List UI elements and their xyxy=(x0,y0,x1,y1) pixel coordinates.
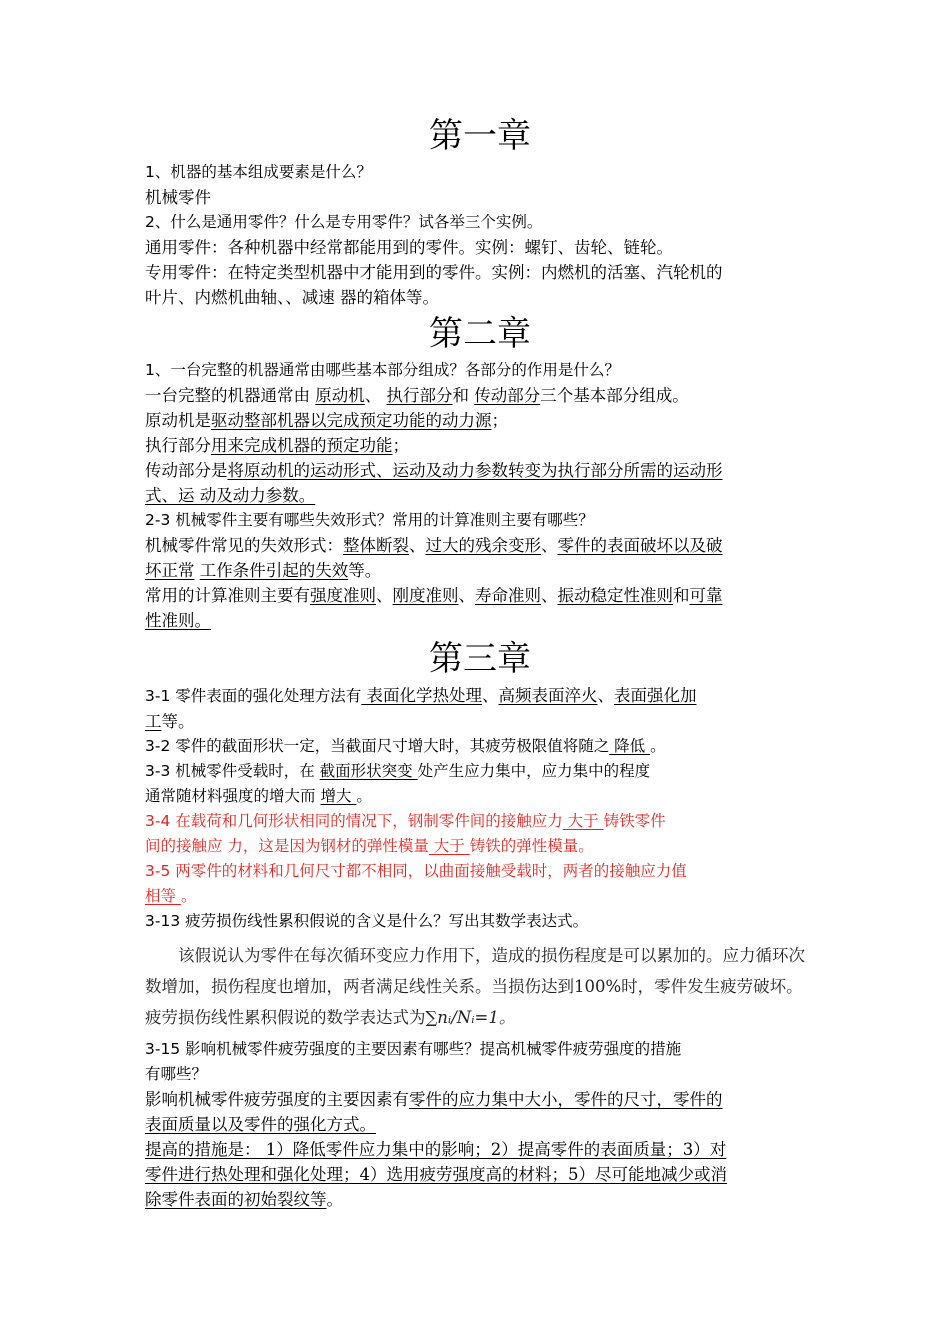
ch3-q3-4-line1: 3-4 在载荷和几何形状相同的情况下，钢制零件间的接触应力 大于 铸铁零件 xyxy=(145,812,666,830)
formula: ∑nᵢ/Nᵢ=1。 xyxy=(425,1008,516,1027)
document-page xyxy=(145,112,815,1212)
ch3-q3-3-line2: 通常随材料强度的增大而 增大 。 xyxy=(145,787,372,805)
chapter-1-title: 第一章 xyxy=(429,116,531,156)
ch3-q3-15-line1: 3-15 影响机械零件疲劳强度的主要因素有哪些？提高机械零件疲劳强度的措施 xyxy=(145,1040,682,1058)
chapter-2-title: 第二章 xyxy=(429,314,531,354)
ch2-criteria-line2: 性准则。 xyxy=(145,611,211,630)
ch1-answer-2a: 通用零件：各种机器中经常都能用到的零件。实例：螺钉、齿轮、链轮。 xyxy=(145,238,673,257)
ch3-measures-line2: 零件进行热处理和强化处理；4）选用疲劳强度高的材料；5）尽可能地减少或消 xyxy=(145,1165,727,1184)
ch3-q3-1-line1: 3-1 零件表面的强化处理方法有 表面化学热处理、高频表面淬火、表面强化加 xyxy=(145,686,697,705)
ch1-question-1: 1、机器的基本组成要素是什么？ xyxy=(145,163,372,181)
ch3-a3-15-line1: 影响机械零件疲劳强度的主要因素有零件的应力集中大小，零件的尺寸，零件的 xyxy=(145,1090,723,1109)
ch3-q3-15-line2: 有哪些？ xyxy=(145,1065,208,1083)
ch2-answer-line2: 原动机是驱动整部机器以完成预定功能的动力源； xyxy=(145,411,508,430)
ch2-answer-line5: 式、运 动及动力参数。 xyxy=(145,486,316,505)
ch3-q3-13: 3-13 疲劳损伤线性累积假说的含义是什么？写出其数学表达式。 xyxy=(145,912,589,930)
ch3-q3-1-line2: 工等。 xyxy=(145,712,195,731)
ch2-answer-line1: 一台完整的机器通常由 原动机、 执行部分和 传动部分三个基本部分组成。 xyxy=(145,386,689,405)
ch2-failure-line2: 坏正常 工作条件引起的失效等。 xyxy=(145,561,382,580)
ch2-failure-line1: 机械零件常见的失效形式：整体断裂、过大的残余变形、零件的表面破坏以及破 xyxy=(145,536,723,555)
ch2-answer-line3: 执行部分用来完成机器的预定功能； xyxy=(145,436,409,455)
ch3-q3-2: 3-2 零件的截面形状一定，当截面尺寸增大时，其疲劳极限值将随之 降低 。 xyxy=(145,737,666,755)
ch3-q3-5-line1: 3-5 两零件的材料和几何尺寸都不相同，以曲面接触受载时，两者的接触应力值 xyxy=(145,862,687,880)
ch2-question-2-3: 2-3 机械零件主要有哪些失效形式？常用的计算准则主要有哪些？ xyxy=(145,511,594,529)
chapter-3-title: 第三章 xyxy=(429,639,531,679)
ch3-q3-3-line1: 3-3 机械零件受载时，在 截面形状突变 处产生应力集中，应力集中的程度 xyxy=(145,762,651,780)
ch3-hypothesis-paragraph: 该假说认为零件在每次循环变应力作用下，造成的损伤程度是可以累加的。应力循环次数增加，损伤程度也增加，两者满足线性关系。当损伤达到100%时，零件发生疲劳破坏。疲劳损伤线性累积假说的数学表达式为∑nᵢ/Nᵢ=1。 xyxy=(145,946,805,1027)
ch3-q3-4-line2: 间的接触应 力，这是因为钢材的弹性模量 大于 铸铁的弹性模量。 xyxy=(145,837,594,855)
ch1-answer-1: 机械零件 xyxy=(145,188,211,207)
ch2-answer-line4: 传动部分是将原动机的运动形式、运动及动力参数转变为执行部分所需的运动形 xyxy=(145,461,723,480)
ch1-question-2: 2、什么是通用零件？什么是专用零件？试各举三个实例。 xyxy=(145,213,543,231)
ch1-answer-2b-line1: 专用零件：在特定类型机器中才能用到的零件。实例：内燃机的活塞、汽轮机的 xyxy=(145,263,723,282)
ch3-measures-line3: 除零件表面的初始裂纹等。 xyxy=(145,1190,343,1209)
ch2-question-1: 1、一台完整的机器通常由哪些基本部分组成？各部分的作用是什么？ xyxy=(145,361,620,379)
ch1-answer-2b-line2: 叶片、内燃机曲轴、、减速 器的箱体等。 xyxy=(145,288,439,307)
ch3-measures-line1: 提高的措施是： 1）降低零件应力集中的影响；2）提高零件的表面质量；3）对 xyxy=(145,1140,727,1159)
ch3-a3-15-line2: 表面质量以及零件的强化方式。 xyxy=(145,1115,376,1134)
ch3-q3-5-line2: 相等 。 xyxy=(145,887,197,905)
ch2-criteria-line1: 常用的计算准则主要有强度准则、刚度准则、寿命准则、振动稳定性准则和可靠 xyxy=(145,586,723,605)
